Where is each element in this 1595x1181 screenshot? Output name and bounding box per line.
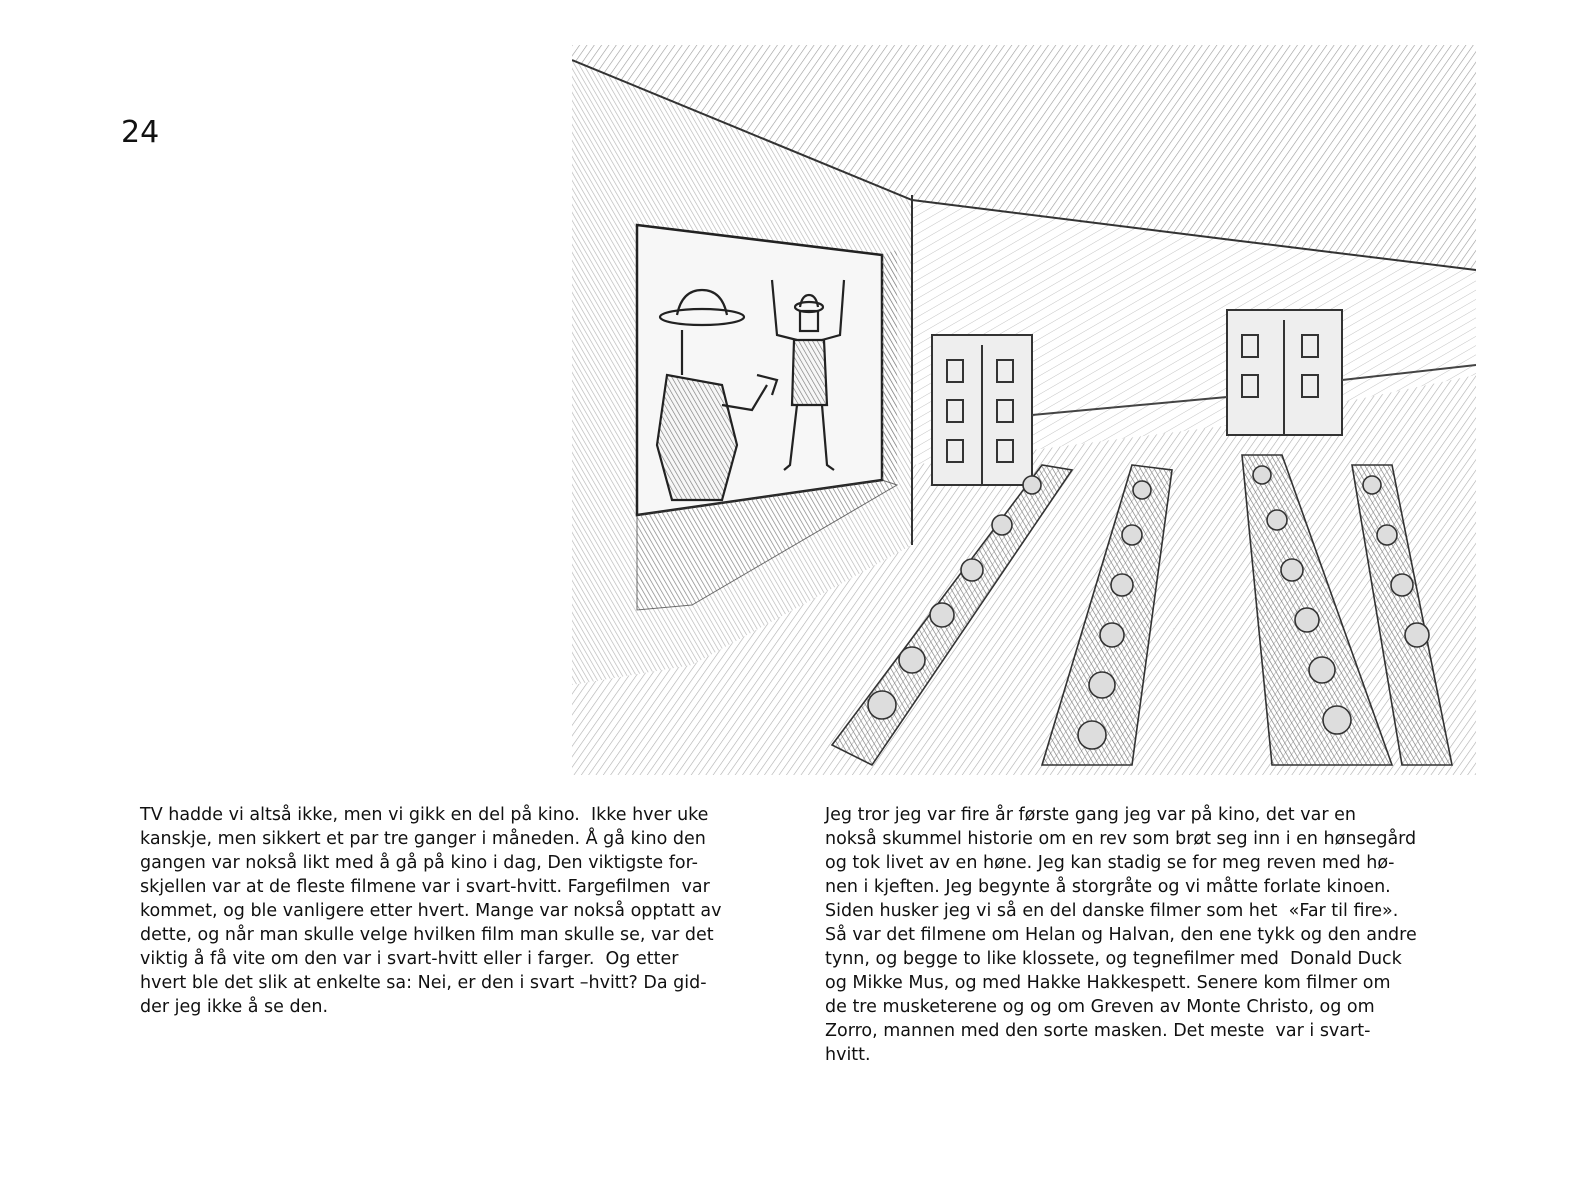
text-line: Jeg tror jeg var fire år første gang jeg var på kino, det var en [825,805,1356,825]
text-line: viktig å få vite om den var i svart-hvitt eller i farger. Og etter [140,949,679,969]
text-line: og Mikke Mus, og med Hakke Hakkespett. Senere kom filmer om [825,973,1391,993]
door-right [1227,310,1342,435]
text-line: gangen var nokså likt med å gå på kino i dag, Den viktigste for- [140,853,698,873]
page-number: 24 [121,115,160,150]
text-line: de tre musketerene og og om Greven av Monte Christo, og om [825,997,1375,1017]
text-column-right [825,803,1465,1067]
text-line: kanskje, men sikkert et par tre ganger i måneden. Å gå kino den [140,829,706,849]
text-line: Så var det filmene om Helan og Halvan, den ene tykk og den andre [825,925,1417,945]
text-line: hvitt. [825,1045,871,1065]
text-line: hvert ble det slik at enkelte sa: Nei, er den i svart –hvitt? Da gid- [140,973,707,993]
text-line: nokså skummel historie om en rev som brøt seg inn i en hønsegård [825,829,1417,849]
text-line: Siden husker jeg vi så en del danske filmer som het «Far til fire». [825,901,1399,921]
text-line: og tok livet av en høne. Jeg kan stadig se for meg reven med hø- [825,853,1395,873]
text-line: TV hadde vi altså ikke, men vi gikk en del på kino. Ikke hver uke [140,805,709,825]
text-line: kommet, og ble vanligere etter hvert. Mange var nokså opptatt av [140,901,722,921]
text-line: der jeg ikke å se den. [140,997,329,1017]
text-line: Zorro, mannen med den sorte masken. Det meste var i svart- [825,1021,1371,1041]
door-left [932,335,1032,485]
cinema-illustration [572,45,1476,775]
text-line: dette, og når man skulle velge hvilken film man skulle se, var det [140,925,714,945]
text-line: nen i kjeften. Jeg begynte å storgråte og vi måtte forlate kinoen. [825,877,1391,897]
text-line: skjellen var at de fleste filmene var i svart-hvitt. Fargefilmen var [140,877,710,897]
text-column-left [140,803,780,1019]
text-line: tynn, og begge to like klossete, og tegnefilmer med Donald Duck [825,949,1402,969]
